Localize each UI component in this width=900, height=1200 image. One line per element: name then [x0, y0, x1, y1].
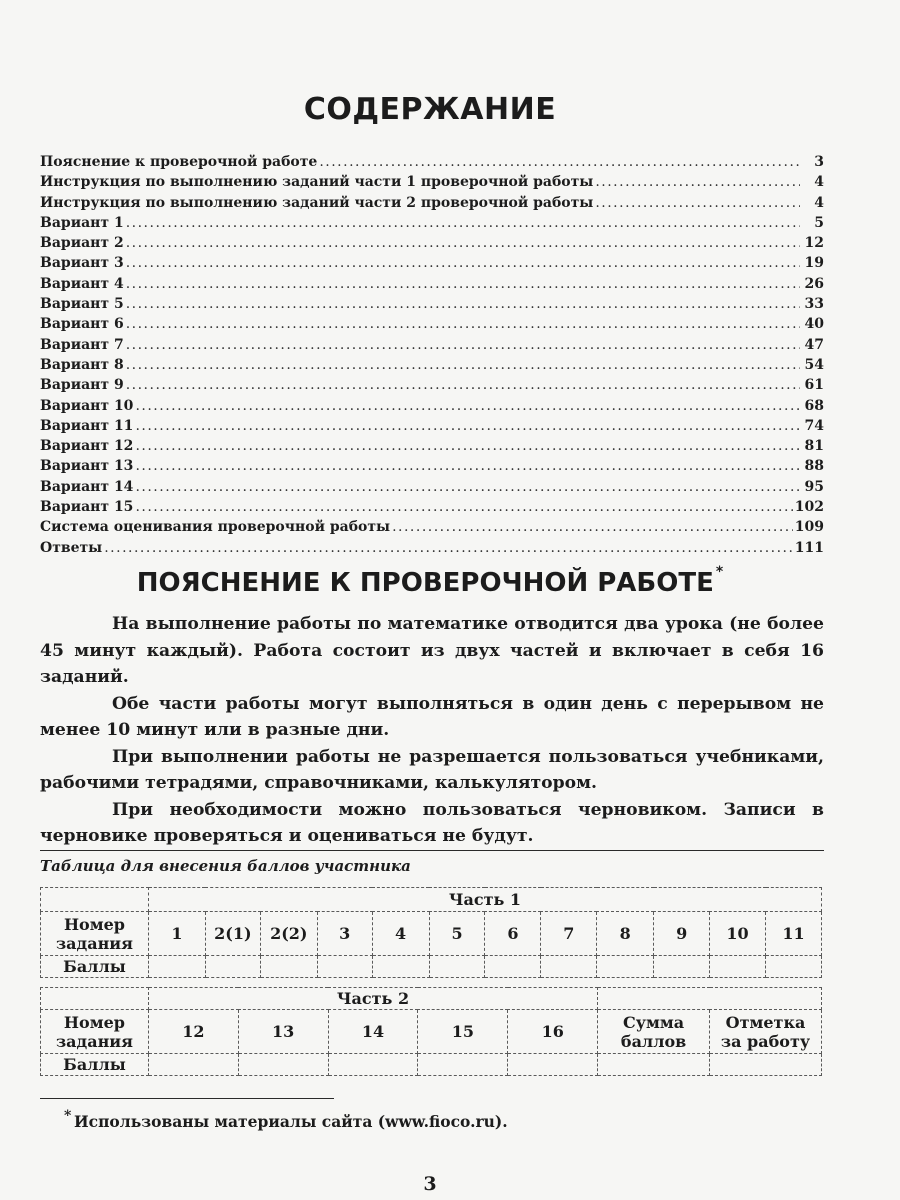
- score-cell[interactable]: [260, 956, 317, 978]
- grade-label: Отметка за работу: [710, 1010, 822, 1054]
- score-cell[interactable]: [372, 956, 429, 978]
- toc-entry-page: 3: [814, 154, 824, 170]
- toc-entry-title: Вариант 10: [40, 397, 134, 414]
- toc-entry-title: Вариант 5: [40, 296, 124, 313]
- toc-leader-dots: [135, 456, 800, 476]
- toc-leader-dots: [126, 355, 800, 375]
- toc-leader-dots: [319, 152, 800, 172]
- toc-entry: [40, 253, 824, 273]
- task-number: 5: [429, 912, 485, 956]
- task-number: 2(2): [260, 912, 317, 956]
- part-2-label: Часть 2: [148, 988, 597, 1010]
- score-cell[interactable]: [238, 1054, 328, 1076]
- toc-entry-title: Вариант 1: [40, 214, 124, 231]
- toc-entry-page: 4: [814, 194, 824, 211]
- toc-leader-dots: [126, 253, 800, 273]
- paragraph: При необходимости можно пользоваться черновиком. Записи в черновике проверяться и оцениваться не будут.: [40, 799, 824, 846]
- explanation-text: [40, 611, 824, 850]
- score-cell[interactable]: [710, 956, 766, 978]
- toc-entry: [40, 152, 824, 172]
- toc-leader-dots: [135, 436, 800, 456]
- task-number: 14: [328, 1010, 418, 1054]
- toc-entry-title: Ответы: [40, 539, 103, 556]
- toc-entry: [40, 172, 824, 192]
- task-number: 13: [238, 1010, 328, 1054]
- footnote-mark: *: [64, 1108, 72, 1124]
- toc-entry: [40, 314, 824, 334]
- toc-entry: [40, 274, 824, 294]
- toc-entry-page: 109: [794, 519, 824, 536]
- task-number: 2(1): [205, 912, 260, 956]
- toc-entry: [40, 416, 824, 436]
- task-number: 9: [654, 912, 710, 956]
- toc-leader-dots: [135, 477, 800, 497]
- toc-entry-title: Вариант 8: [40, 356, 124, 373]
- footnote-text: Использованы материалы сайта (www.fioco.ru).: [74, 1112, 508, 1131]
- toc-entry-page: 47: [804, 336, 824, 353]
- toc-entry-page: 111: [794, 539, 824, 556]
- task-number: 12: [148, 1010, 238, 1054]
- score-cell[interactable]: [148, 956, 205, 978]
- paragraph: Обе части работы могут выполняться в один день с перерывом не менее 10 минут или в разные дни.: [40, 693, 824, 740]
- toc-entry-title: Вариант 3: [40, 255, 124, 272]
- toc-entry-page: 26: [804, 275, 824, 292]
- toc-entry-title: Вариант 7: [40, 336, 124, 353]
- toc-entry-title: Вариант 12: [40, 438, 134, 455]
- score-cell[interactable]: [328, 1054, 418, 1076]
- toc-entry-title: Пояснение к проверочной работе: [40, 154, 318, 170]
- toc-entry-title: Вариант 4: [40, 275, 124, 292]
- score-cell[interactable]: [508, 1054, 598, 1076]
- task-number: 6: [485, 912, 541, 956]
- grade-cell[interactable]: [710, 1054, 822, 1076]
- toc-entry-page: 95: [804, 478, 824, 495]
- toc-entry: [40, 436, 824, 456]
- toc-leader-dots: [135, 416, 800, 436]
- task-number: 16: [508, 1010, 598, 1054]
- sum-label: Сумма баллов: [598, 1010, 710, 1054]
- toc-leader-dots: [126, 213, 800, 233]
- task-number-label: Номер задания: [41, 1010, 149, 1054]
- task-number-label: Номер задания: [41, 912, 149, 956]
- toc-entry-title: Система оценивания проверочной работы: [40, 519, 391, 536]
- table-cell: [598, 988, 822, 1010]
- toc-entry: [40, 456, 824, 476]
- toc-leader-dots: [392, 517, 793, 537]
- table-cell: [41, 988, 149, 1010]
- toc-leader-dots: [126, 233, 800, 253]
- toc-leader-dots: [126, 375, 800, 395]
- toc-entry-title: Вариант 14: [40, 478, 134, 495]
- toc-entry-page: 88: [804, 458, 824, 475]
- toc-entry: [40, 294, 824, 314]
- toc-entry: [40, 213, 824, 233]
- toc-entry: [40, 396, 824, 416]
- table-of-contents: [40, 152, 824, 558]
- toc-leader-dots: [126, 294, 800, 314]
- score-cell[interactable]: [597, 956, 654, 978]
- task-number: 15: [418, 1010, 508, 1054]
- footnote-divider: [40, 1098, 334, 1099]
- toc-heading: СОДЕРЖАНИЕ: [303, 92, 557, 127]
- task-number: 7: [541, 912, 597, 956]
- toc-leader-dots: [135, 497, 792, 517]
- score-cell[interactable]: [541, 956, 597, 978]
- score-cell[interactable]: [485, 956, 541, 978]
- toc-entry: [40, 538, 824, 558]
- toc-entry-page: 54: [804, 356, 824, 373]
- score-cell[interactable]: [148, 1054, 238, 1076]
- toc-entry-title: Инструкция по выполнению заданий части 1 проверочной работы: [40, 174, 594, 191]
- toc-entry-page: 68: [804, 397, 824, 414]
- score-table-part-2: [40, 987, 822, 1076]
- toc-entry-page: 74: [804, 417, 824, 434]
- toc-entry-title: Вариант 9: [40, 377, 124, 394]
- toc-entry: [40, 375, 824, 395]
- toc-entry-page: 4: [814, 174, 824, 191]
- task-number: 1: [148, 912, 205, 956]
- task-number: 4: [372, 912, 429, 956]
- toc-entry-page: 19: [804, 255, 824, 272]
- score-label: Баллы: [41, 1054, 149, 1076]
- toc-entry-page: 81: [804, 438, 824, 455]
- toc-entry: [40, 335, 824, 355]
- part-1-label: Часть 1: [148, 888, 821, 912]
- paragraph: На выполнение работы по математике отводится два урока (не более 45 минут каждый). Работа состоит из двух частей и включает в себя 16 заданий.: [40, 614, 824, 687]
- page-number: 3: [423, 1173, 437, 1195]
- toc-entry: [40, 477, 824, 497]
- toc-leader-dots: [126, 314, 800, 334]
- divider: [40, 850, 824, 851]
- toc-entry-title: Вариант 13: [40, 458, 134, 475]
- task-number: 8: [597, 912, 654, 956]
- task-number: 10: [710, 912, 766, 956]
- section-heading-footnote-mark: *: [715, 564, 724, 580]
- toc-leader-dots: [595, 193, 800, 213]
- score-cell[interactable]: [317, 956, 372, 978]
- toc-entry-page: 40: [804, 316, 824, 333]
- toc-entry-title: Вариант 2: [40, 235, 124, 252]
- toc-leader-dots: [126, 335, 800, 355]
- score-label: Баллы: [41, 956, 149, 978]
- score-cell[interactable]: [654, 956, 710, 978]
- toc-entry-page: 33: [804, 296, 824, 313]
- section-heading-text: ПОЯСНЕНИЕ К ПРОВЕРОЧНОЙ РАБОТЕ: [136, 568, 714, 598]
- toc-leader-dots: [104, 538, 793, 558]
- score-cell[interactable]: [205, 956, 260, 978]
- toc-leader-dots: [595, 172, 800, 192]
- toc-entry: [40, 517, 824, 537]
- toc-entry: [40, 355, 824, 375]
- toc-entry: [40, 497, 824, 517]
- toc-entry-title: Инструкция по выполнению заданий части 2 проверочной работы: [40, 194, 594, 211]
- score-table-part-1: [40, 887, 822, 978]
- toc-entry-page: 5: [814, 214, 824, 231]
- task-number: 3: [317, 912, 372, 956]
- sum-cell[interactable]: [598, 1054, 710, 1076]
- paragraph: При выполнении работы не разрешается пользоваться учебниками, рабочими тетрадями, справочниками, калькулятором.: [40, 746, 824, 793]
- toc-entry: [40, 193, 824, 213]
- table-cell: [41, 888, 149, 912]
- score-cell[interactable]: [766, 956, 822, 978]
- toc-entry-page: 61: [804, 377, 824, 394]
- section-heading: [0, 564, 860, 598]
- toc-entry: [40, 233, 824, 253]
- score-cell[interactable]: [418, 1054, 508, 1076]
- toc-entry-title: Вариант 15: [40, 499, 134, 516]
- toc-entry-page: 12: [804, 235, 824, 252]
- toc-leader-dots: [135, 396, 800, 416]
- toc-entry-title: Вариант 11: [40, 417, 134, 434]
- score-cell[interactable]: [429, 956, 485, 978]
- table-caption: Таблица для внесения баллов участника: [40, 857, 411, 875]
- toc-entry-title: Вариант 6: [40, 316, 124, 333]
- toc-leader-dots: [126, 274, 800, 294]
- task-number: 11: [766, 912, 822, 956]
- footnote: [64, 1108, 508, 1131]
- toc-entry-page: 102: [794, 499, 824, 516]
